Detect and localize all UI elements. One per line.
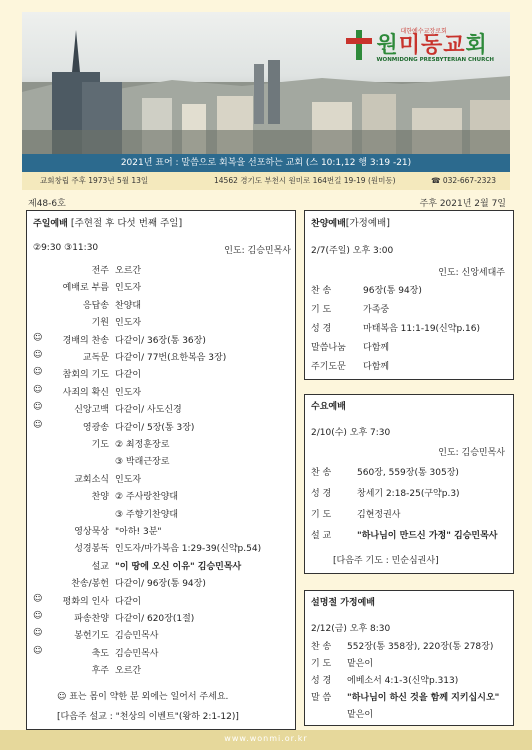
order-label: 후주	[91, 666, 109, 677]
standing-mark-icon: ☺	[33, 384, 43, 395]
order-value: 다같이/ 36장(통 36장)	[115, 335, 206, 346]
order-value: "아하! 3분"	[115, 527, 162, 537]
denomination-label: 대한예수교장로회	[400, 28, 447, 35]
order-label: 기원	[91, 318, 109, 329]
order-value: 맡은이	[347, 659, 374, 669]
standing-mark-icon: ☺	[33, 419, 43, 430]
order-value: "하나님이 만드신 가정" 김승민목사	[357, 531, 498, 541]
church-name: 원미동교회	[376, 33, 488, 58]
founded-date: 교회창립 주후 1973년 5월 13일	[40, 176, 149, 185]
order-value: 가족중	[363, 305, 390, 315]
issue-number: 제48-6호	[28, 199, 66, 209]
order-value: 다함께	[363, 343, 390, 353]
standing-mark-icon: ☺	[33, 593, 43, 604]
order-value: 다함께	[363, 362, 390, 372]
order-value: 다같이/ 96장(통 94장)	[115, 579, 206, 590]
praise-leader: 인도: 신앙세대주	[438, 268, 505, 278]
service-leader: 인도: 김승민목사	[224, 246, 291, 256]
order-value: 다같이	[115, 596, 142, 607]
order-label: 기 도	[311, 305, 332, 315]
order-value: 창세기 2:18-25(구약p.3)	[357, 489, 460, 499]
order-label: 영광송	[82, 422, 109, 433]
order-value: ③ 주향기찬양대	[115, 509, 179, 520]
praise-title: 찬양예배[가정예배]	[311, 218, 390, 229]
order-value: 마태복음 11:1-19(신약p.16)	[363, 324, 480, 334]
bulletin-date: 주후 2021년 2월 7일	[419, 199, 506, 209]
wednesday-title: 수요예배	[311, 402, 346, 412]
sunday-title: 주일예배 [주현절 후 다섯 번째 주일]	[33, 218, 183, 229]
order-value: 96장(통 94장)	[363, 286, 422, 296]
standing-mark-icon: ☺	[33, 332, 43, 343]
order-value: 김승민목사	[115, 648, 159, 659]
order-value: "하나님이 하신 것을 함께 지키십시오"	[347, 693, 500, 703]
wednesday-leader: 인도: 김승민목사	[438, 448, 505, 458]
church-info-bar	[22, 172, 510, 190]
order-label: 주기도문	[311, 362, 346, 372]
order-label: 말씀나눔	[311, 343, 346, 353]
order-label: 찬 송	[311, 286, 332, 296]
standing-mark-icon: ☺	[33, 628, 43, 639]
order-label: 교회소식	[74, 474, 109, 485]
order-label: 예배로 부름	[62, 283, 109, 294]
cross-logo-icon	[346, 30, 372, 60]
order-value: 다같이/ 5장(통 3장)	[115, 422, 195, 433]
order-label: 평화의 인사	[62, 596, 109, 607]
order-value: 인도자/마가복음 1:29-39(신약p.54)	[115, 544, 262, 555]
order-value: 찬양대	[115, 300, 142, 311]
wednesday-time: 2/10(수) 오후 7:30	[311, 428, 391, 438]
order-label: 말 씀	[311, 693, 332, 703]
order-label: 기도	[91, 440, 109, 450]
order-label: 찬 송	[311, 642, 332, 652]
order-label: 설교	[91, 561, 109, 572]
order-label: 영상묵상	[74, 527, 109, 537]
order-value: 560장, 559장(통 305장)	[357, 468, 459, 478]
order-label: 설 교	[311, 531, 332, 541]
order-label: 찬양	[91, 492, 109, 503]
order-value: 다같이/ 사도신경	[115, 405, 182, 416]
order-value: 인도자	[115, 283, 142, 294]
order-value: 김승민목사	[115, 631, 159, 642]
seollal-title: 설명절 가정예배	[311, 598, 375, 608]
order-value: ② 주사랑찬양대	[115, 492, 179, 503]
issue-row	[28, 196, 506, 209]
seollal-service-box	[304, 590, 514, 726]
next-sermon: [다음주 설교 : "천상의 이벤트"(왕하 2:1-12)]	[57, 712, 239, 722]
order-label: 축도	[91, 648, 109, 659]
order-label: 성경봉독	[74, 544, 109, 555]
order-value: 다같이	[115, 370, 142, 381]
order-value: 오르간	[115, 266, 142, 276]
order-value: ③ 박래근장로	[115, 457, 170, 468]
order-value: 인도자	[115, 474, 142, 485]
praise-time: 2/7(주일) 오후 3:00	[311, 246, 394, 256]
wednesday-next-prayer: [다음주 기도 : 민순심권사]	[333, 556, 439, 566]
standing-mark-icon: ☺	[33, 645, 43, 656]
order-label: 찬송/봉헌	[71, 579, 109, 590]
order-label: 파송찬양	[74, 614, 109, 624]
church-english-name: WONMIDONG PRESBYTERIAN CHURCH	[376, 57, 494, 63]
standing-mark-icon: ☺	[33, 402, 43, 413]
order-label: 교독문	[82, 353, 109, 363]
order-label: 전주	[91, 266, 109, 276]
order-value: 552장(통 358장), 220장(통 278장)	[347, 642, 494, 652]
standing-note: ☺ 표는 몸이 약한 분 외에는 일어서 주세요.	[57, 692, 229, 702]
order-label: 신앙고백	[74, 405, 109, 416]
church-website: www.wonmi.or.kr	[224, 734, 308, 743]
order-label: 봉헌기도	[74, 631, 109, 642]
order-value: 인도자	[115, 387, 142, 398]
order-label: 경배의 찬송	[62, 335, 109, 346]
order-value: 맡은이	[347, 710, 374, 720]
order-label: 사죄의 확신	[62, 387, 109, 398]
order-label: 성 경	[311, 676, 332, 686]
order-label: 기 도	[311, 510, 332, 520]
order-label: 기 도	[311, 659, 332, 669]
church-banner	[22, 12, 510, 154]
order-label: 찬 송	[311, 468, 332, 478]
standing-mark-icon: ☺	[33, 611, 43, 621]
year-motto: 2021년 표어 : 말씀으로 회복을 선포하는 교회 (스 10:1,12 행 3:19 -21)	[22, 154, 510, 172]
order-label: 성 경	[311, 489, 332, 499]
church-address: 14562 경기도 부천시 원미로 164번길 19-19 (원미동)	[214, 176, 396, 185]
order-value: ② 최정훈장로	[115, 440, 170, 450]
service-times: ②9:30 ③11:30	[33, 243, 99, 253]
seollal-time: 2/12(금) 오후 8:30	[311, 624, 391, 634]
order-value: 김현정권사	[357, 510, 401, 520]
order-value: 다같이/ 620장(1절)	[115, 614, 195, 624]
wednesday-service-box	[304, 394, 514, 574]
standing-mark-icon: ☺	[33, 367, 43, 378]
sunday-service-box	[26, 210, 296, 730]
order-label: 응답송	[82, 300, 109, 311]
order-value: 인도자	[115, 318, 142, 329]
church-phone: ☎ 032-667-2323	[431, 176, 496, 185]
order-value: 오르간	[115, 666, 142, 677]
order-label: 성 경	[311, 324, 332, 334]
order-value: 다같이/ 77번(요한복음 3장)	[115, 353, 227, 363]
order-value: 에베소서 4:1-3(신약p.313)	[347, 676, 459, 686]
order-label: 참회의 기도	[62, 370, 109, 381]
order-value: "이 땅에 오신 이유" 김승민목사	[115, 561, 242, 572]
praise-service-box	[304, 210, 514, 380]
church-logo	[346, 26, 494, 63]
standing-mark-icon: ☺	[33, 350, 43, 360]
